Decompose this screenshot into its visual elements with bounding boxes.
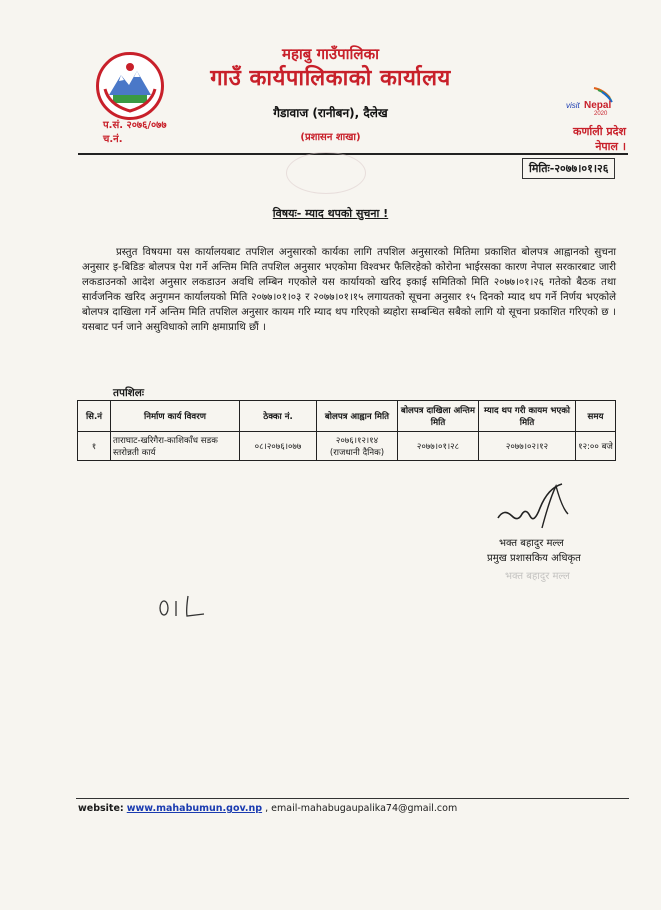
footer [78,803,457,814]
subject-text: विषयः- म्याद थपको सुचना ! [272,207,389,220]
faded-stamp [286,152,366,194]
cell-extended: २०७७।०२।१२ [479,432,576,461]
col-work: निर्माण कार्य विवरण [111,401,240,432]
cell-deadline: २०७७।०१।२८ [398,432,479,461]
signatory-name: भक्त बहादुर मल्ल [499,538,564,549]
call-note: (राजधानी दैनिक) [329,448,385,458]
col-sn: सि.नं [78,401,111,432]
handwritten-note [156,592,216,622]
table-header-row [78,401,616,432]
svg-text:2020: 2020 [594,111,608,116]
col-time: समय [576,401,616,432]
svg-text:Nepal: Nepal [584,100,612,111]
table-label: तपशिलः [113,387,145,399]
office-address: गैडावाज (रानीबन), दैलेख [273,106,388,120]
notice-body: प्रस्तुत विषयमा यस कार्यालयबाट तपशिल अनुसारको कार्यका लागि तपशिल अनुसारको मितिमा प्रकाशित बोलपत्र आह्वानको सुचना अनुसार इ-बिडिङ बोलपत्र पेश गर्ने अन्तिम मिति तपशिल अनुसार भएकोमा विश्वभर फैलिरहेको कोरोना भाईरसका कारण नेपाल सरकारबाट जारी लकडाउनको आदेश अनुसार लकडाउन अवधि लम्बिन गएकोले यस कार्यायको खरिद इकाई समितिको मिति २०७७।०१।२६ गतेको बैठक तथा सार्वजनिक खरिद अनुगमन कार्यालयको मिति २०७७।०१।०३ र २०७७।०१।१५ लगायतको सूचना अनुसार १५ दिनको म्याद थप गर्ने निर्णय भएकोले बोलपत्र दाखिला गर्ने अन्तिम मिति तपशिल अनुसार कायम गरि म्याद थप गरिएको ब्यहोरा सम्बन्धित सबैको लागि यो सूचना प्रकाशित गरिएको छ । यसबाट पर्न जाने असुविधाको लागि क्षमाप्राथि छौं । [82,247,616,333]
signatory-block [487,536,581,566]
visit-nepal-logo [564,86,624,116]
col-call-date: बोलपत्र आह्वान मिति [317,401,398,432]
col-deadline: बोलपत्र दाखिला अन्तिम मिति [398,401,479,432]
cell-call-date [317,432,398,461]
cell-sn: १ [78,432,111,461]
header-divider [78,153,628,155]
cell-contract: ०८।२०७६।०७७ [240,432,317,461]
email-text: , email-mahabugaupalika74@gmail.com [265,803,458,814]
province-line2: नेपाल । [595,140,626,153]
col-extended: म्याद थप गरी कायम भएको मिति [479,401,576,432]
col-contract: ठेक्का नं. [240,401,317,432]
dispatch-number: च.नं. [103,134,123,145]
section-name: (प्रशासन शाखा) [300,132,361,143]
province-line1: कर्णाली प्रदेश [573,125,626,138]
municipality-name: महाबु गाउँपालिका [281,45,380,63]
reference-number: प.सं. २०७६/०७७ [103,120,167,131]
letter-date: मितिः-२०७७।०१।२६ [522,158,615,179]
cell-work: ताराघाट-खरिगैरा-काशिकाँध सडक स्तरोन्नती कार्य [111,432,240,461]
office-title: गाउँ कार्यपालिकाको कार्यालय [210,66,451,91]
call-date: २०७६।१२।१४ [335,436,379,446]
signature-image [492,478,582,538]
signatory-title: प्रमुख प्रशासकिय अधिकृत [487,553,581,564]
signatory-stamp: भक्त बहादुर मल्ल [505,571,570,582]
province-label [532,124,626,154]
website-label: website: [78,803,124,814]
svg-text:visit: visit [566,101,580,110]
details-table [77,400,616,461]
website-link[interactable]: www.mahabumun.gov.np [126,803,263,814]
cell-time: १२:०० बजे [576,432,616,461]
table-row [78,432,616,461]
subject-line [0,206,661,221]
footer-divider [76,798,629,799]
